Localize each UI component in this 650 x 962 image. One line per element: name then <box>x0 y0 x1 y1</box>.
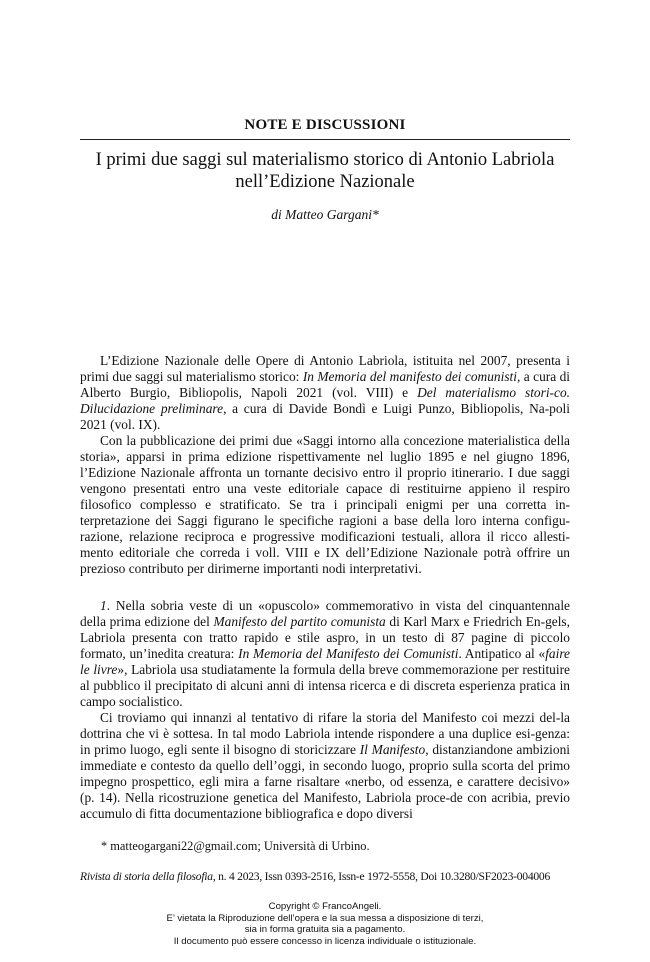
copyright-notice <box>100 901 550 947</box>
heading-rule <box>80 139 570 140</box>
paragraph-3: 1. Nella sobria veste di un «opuscolo» commemorativo in vista del cinquantennale della prima edizione del Manifesto del partito comunista di Karl Marx e Friedrich En-gels, Labriola presenta con tratto rapido e stile aspro, in un testo di 87 pagine di piccolo formato, un’inedita creatura: In Memoria del Manifesto dei Comunisti. Antipatico al «faire le livre», Labriola usa studiatamente la formula della breve commemorazione per restituire al pubblico il precipitato di alcuni anni di intensa ricerca e di discreta esperienza pratica in campo socialistico. <box>80 598 570 709</box>
article-title-line-1: I primi due saggi sul materialismo storico di Antonio Labriola <box>95 150 555 170</box>
section-1-text-block <box>80 598 570 822</box>
copyright-line-1: Copyright © FrancoAngeli. <box>268 901 382 912</box>
copyright-line-4: Il documento può essere concesso in licenza individuale o istituzionale. <box>173 935 477 947</box>
journal-name: Rivista di storia della filosofia <box>80 870 213 883</box>
paragraph-2: Con la pubblicazione dei primi due «Saggi intorno alla concezione materialistica della storia», apparsi in prima edizione rispettivamente nel luglio 1895 e nel giugno 1896, l’Edizione Nazionale affronta un tornante decisivo entro il proprio itinerario. I due saggi vengono presentati entro una veste editoriale capace di restituirne appieno il respiro filosofico complesso e stratificato. Se tra i principali enigmi per una corretta in-terpretazione dei Saggi figurano le specifiche ragioni a base della loro interna configu-razione, relazione reciproca e progressive modificazioni testuali, allora il ricco allesti-mento editoriale che correda i voll. VIII e IX dell’Edizione Nazionale potrà offrire un prezioso contributo per dirimerne importanti nodi interpretativi. <box>80 433 570 576</box>
article-title <box>80 149 570 193</box>
intro-text-block <box>80 353 570 577</box>
journal-citation <box>80 870 575 883</box>
copyright-line-3: sia in forma gratuita sia a pagamento. <box>244 924 406 936</box>
paragraph-1: L’Edizione Nazionale delle Opere di Antonio Labriola, istituita nel 2007, presenta i primi due saggi sul materialismo storico: In Memoria del manifesto dei comunisti, a cura di Alberto Burgio, Bibliopolis, Napoli 2021 (vol. VIII) e Del materialismo stori-co. Dilucidazione preliminare, a cura di Davide Bondì e Luigi Punzo, Bibliopolis, Na-poli 2021 (vol. IX). <box>80 353 570 432</box>
section-heading: NOTE E DISCUSSIONI <box>244 117 406 133</box>
article-title-line-2: nell’Edizione Nazionale <box>235 172 415 192</box>
copyright-line-2: E’ vietata la Riproduzione dell’opera e la sua messa a disposizione di terzi, <box>166 912 484 924</box>
journal-details: , n. 4 2023, Issn 0393-2516, Issn-e 1972-5558, Doi 10.3280/SF2023-004006 <box>212 870 551 883</box>
author-footnote: * matteogargani22@gmail.com; Università di Urbino. <box>101 839 370 853</box>
paragraph-4: Ci troviamo qui innanzi al tentativo di rifare la storia del Manifesto coi mezzi del-la dottrina che vi è sottesa. In tal modo Labriola intende rispondere a una duplice esi-genza: in primo luogo, egli sente il bisogno di storicizzare Il Manifesto, distanziandone ambizioni immediate e contesto da quello dell’oggi, in secondo luogo, proprio sulla scorta del primo impegno prospettico, egli mira a farne risaltare «nerbo, od essenza, e carattere decisivo» (p. 14). Nella ricostruzione genetica del Manifesto, Labriola proce-de con acribia, previo accumulo di fitta documentazione bibliografica e dopo diversi <box>80 710 570 821</box>
author-byline: di Matteo Gargani* <box>271 207 379 222</box>
